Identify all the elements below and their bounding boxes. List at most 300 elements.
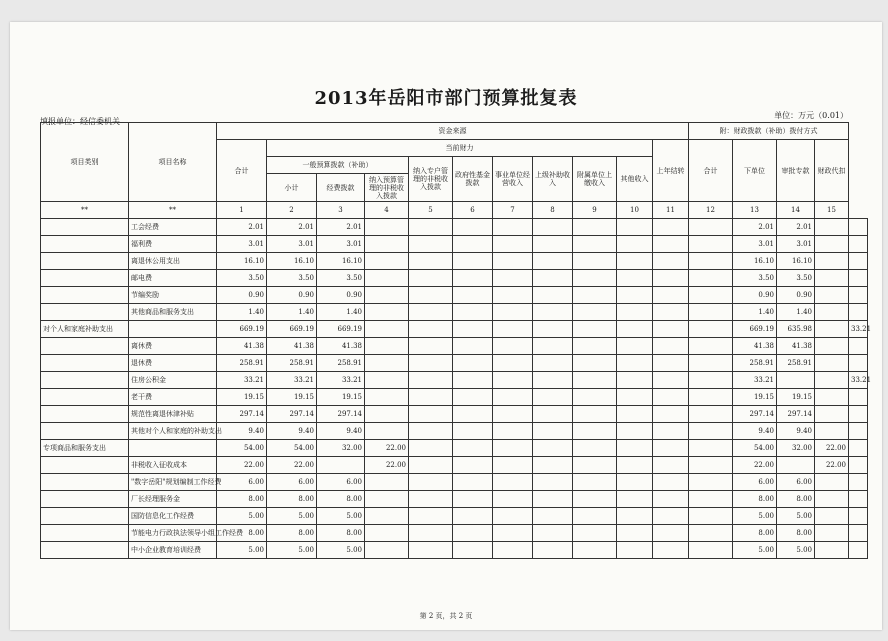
item-name-cell: 住房公积金 (129, 372, 217, 389)
value-cell (689, 440, 733, 457)
value-cell: 0.90 (777, 287, 815, 304)
value-cell: 3.50 (217, 270, 267, 287)
value-cell: 19.15 (267, 389, 317, 406)
value-cell (573, 270, 617, 287)
value-cell: 3.01 (317, 236, 365, 253)
value-cell (849, 440, 868, 457)
value-cell (849, 389, 868, 406)
value-cell (365, 423, 409, 440)
table-row (41, 219, 868, 236)
value-cell (849, 270, 868, 287)
page-title: 2013年岳阳市部门预算批复表 (314, 88, 578, 109)
value-cell (689, 525, 733, 542)
value-cell (653, 355, 689, 372)
value-cell (815, 423, 849, 440)
value-cell: 258.91 (267, 355, 317, 372)
value-cell: 41.38 (217, 338, 267, 355)
value-cell: 41.38 (733, 338, 777, 355)
value-cell: 41.38 (267, 338, 317, 355)
value-cell: 6.00 (733, 474, 777, 491)
value-cell: 16.10 (317, 253, 365, 270)
value-cell (815, 525, 849, 542)
value-cell: 16.10 (267, 253, 317, 270)
value-cell (617, 525, 653, 542)
column-index: ** (129, 202, 217, 219)
value-cell (689, 542, 733, 559)
table-row (41, 389, 868, 406)
value-cell (815, 372, 849, 389)
category-cell: 对个人和家庭补助支出 (41, 321, 129, 338)
value-cell: 33.21 (849, 321, 868, 338)
value-cell (815, 491, 849, 508)
value-cell (493, 219, 533, 236)
value-cell (453, 423, 493, 440)
value-cell (689, 304, 733, 321)
budget-table (40, 122, 872, 559)
value-cell (533, 372, 573, 389)
category-cell (41, 219, 129, 236)
column-index-row (41, 202, 868, 219)
value-cell (689, 321, 733, 338)
value-cell (653, 406, 689, 423)
value-cell (493, 355, 533, 372)
value-cell: 6.00 (217, 474, 267, 491)
value-cell (653, 372, 689, 389)
col-pay-total: 合计 (689, 140, 733, 202)
value-cell: 33.21 (733, 372, 777, 389)
value-cell: 258.91 (317, 355, 365, 372)
item-name-cell: 离退休公用支出 (129, 253, 217, 270)
column-index: 2 (267, 202, 317, 219)
value-cell (409, 287, 453, 304)
value-cell (815, 508, 849, 525)
value-cell (573, 304, 617, 321)
value-cell: 635.98 (777, 321, 815, 338)
value-cell (815, 321, 849, 338)
value-cell (617, 491, 653, 508)
table-row (41, 440, 868, 457)
value-cell (453, 525, 493, 542)
value-cell (453, 355, 493, 372)
value-cell (533, 253, 573, 270)
value-cell (815, 304, 849, 321)
value-cell: 41.38 (777, 338, 815, 355)
value-cell: 5.00 (267, 542, 317, 559)
value-cell (365, 406, 409, 423)
value-cell (365, 491, 409, 508)
value-cell (617, 236, 653, 253)
value-cell (849, 406, 868, 423)
value-cell (849, 355, 868, 372)
value-cell (653, 338, 689, 355)
value-cell: 2.01 (317, 219, 365, 236)
category-cell (41, 457, 129, 474)
value-cell (365, 304, 409, 321)
value-cell: 1.40 (267, 304, 317, 321)
value-cell (533, 406, 573, 423)
value-cell (573, 287, 617, 304)
value-cell (849, 491, 868, 508)
item-name-cell: 节编奖励 (129, 287, 217, 304)
value-cell: 9.40 (777, 423, 815, 440)
value-cell (453, 219, 493, 236)
value-cell (653, 219, 689, 236)
value-cell: 22.00 (365, 440, 409, 457)
value-cell: 8.00 (777, 525, 815, 542)
category-cell (41, 372, 129, 389)
value-cell (533, 287, 573, 304)
value-cell (365, 508, 409, 525)
value-cell (453, 508, 493, 525)
value-cell (409, 542, 453, 559)
col-total: 合计 (217, 140, 267, 202)
value-cell (365, 389, 409, 406)
value-cell (317, 457, 365, 474)
value-cell (689, 474, 733, 491)
reporting-unit: 填报单位：经信委机关 (40, 117, 120, 126)
value-cell (493, 389, 533, 406)
category-cell (41, 338, 129, 355)
value-cell: 6.00 (777, 474, 815, 491)
value-cell (689, 423, 733, 440)
value-cell (453, 474, 493, 491)
value-cell (533, 525, 573, 542)
value-cell (815, 270, 849, 287)
column-index: 14 (777, 202, 815, 219)
value-cell (815, 474, 849, 491)
value-cell: 5.00 (733, 508, 777, 525)
value-cell (617, 406, 653, 423)
value-cell (573, 474, 617, 491)
value-cell (365, 321, 409, 338)
value-cell (653, 321, 689, 338)
item-name-cell: 其他商品和服务支出 (129, 304, 217, 321)
value-cell (533, 508, 573, 525)
value-cell (573, 508, 617, 525)
table-row (41, 457, 868, 474)
value-cell (617, 440, 653, 457)
value-cell: 3.50 (733, 270, 777, 287)
value-cell (365, 219, 409, 236)
value-cell (815, 542, 849, 559)
value-cell (493, 253, 533, 270)
table-row (41, 338, 868, 355)
value-cell: 22.00 (733, 457, 777, 474)
item-name-cell (129, 440, 217, 457)
value-cell: 54.00 (733, 440, 777, 457)
value-cell (617, 287, 653, 304)
item-name-cell: 其他对个人和家庭的补助支出 (129, 423, 217, 440)
value-cell: 5.00 (317, 508, 365, 525)
value-cell (365, 372, 409, 389)
column-index: 1 (217, 202, 267, 219)
value-cell: 5.00 (777, 542, 815, 559)
value-cell (533, 304, 573, 321)
value-cell: 2.01 (217, 219, 267, 236)
value-cell (573, 372, 617, 389)
value-cell (493, 321, 533, 338)
value-cell: 22.00 (365, 457, 409, 474)
value-cell (689, 372, 733, 389)
value-cell (653, 457, 689, 474)
value-cell (365, 270, 409, 287)
value-cell: 33.21 (849, 372, 868, 389)
value-cell: 33.21 (317, 372, 365, 389)
col-subtotal: 小计 (267, 174, 317, 202)
value-cell: 3.01 (267, 236, 317, 253)
value-cell: 0.90 (733, 287, 777, 304)
item-name-cell: 规范性离退休津补贴 (129, 406, 217, 423)
value-cell: 0.90 (267, 287, 317, 304)
value-cell (653, 389, 689, 406)
value-cell: 0.90 (217, 287, 267, 304)
value-cell (453, 372, 493, 389)
table-row (41, 270, 868, 287)
value-cell (653, 440, 689, 457)
value-cell: 22.00 (815, 440, 849, 457)
value-cell (453, 253, 493, 270)
value-cell: 2.01 (267, 219, 317, 236)
value-cell (453, 406, 493, 423)
value-cell: 3.01 (217, 236, 267, 253)
item-name-cell: 节能电力行政执法领导小组工作经费 (129, 525, 217, 542)
column-index: ** (41, 202, 129, 219)
value-cell: 1.40 (317, 304, 365, 321)
table-row (41, 406, 868, 423)
value-cell (493, 270, 533, 287)
value-cell (533, 474, 573, 491)
value-cell (533, 219, 573, 236)
value-cell: 5.00 (217, 542, 267, 559)
value-cell (533, 440, 573, 457)
value-cell (453, 236, 493, 253)
value-cell (689, 508, 733, 525)
value-cell (573, 491, 617, 508)
item-name-cell: 工会经费 (129, 219, 217, 236)
value-cell (617, 219, 653, 236)
value-cell (453, 491, 493, 508)
value-cell (849, 508, 868, 525)
value-cell: 6.00 (317, 474, 365, 491)
col-nontax: 纳入预算管理的非税收入拨款 (365, 174, 409, 202)
value-cell (573, 321, 617, 338)
column-index: 12 (689, 202, 733, 219)
value-cell (453, 542, 493, 559)
value-cell (849, 474, 868, 491)
table-row (41, 525, 868, 542)
value-cell: 669.19 (317, 321, 365, 338)
category-cell (41, 287, 129, 304)
col-current-finance: 当前财力 (267, 140, 653, 157)
category-cell (41, 236, 129, 253)
column-index: 5 (409, 202, 453, 219)
value-cell: 8.00 (733, 525, 777, 542)
value-cell (617, 372, 653, 389)
value-cell (653, 270, 689, 287)
value-cell: 9.40 (317, 423, 365, 440)
col-carryover: 上年结转 (653, 140, 689, 202)
col-other-income: 其他收入 (617, 157, 653, 202)
value-cell (453, 270, 493, 287)
value-cell (365, 253, 409, 270)
value-cell (493, 474, 533, 491)
value-cell (689, 355, 733, 372)
value-cell (689, 270, 733, 287)
value-cell: 297.14 (317, 406, 365, 423)
value-cell: 3.50 (267, 270, 317, 287)
value-cell: 297.14 (217, 406, 267, 423)
value-cell (815, 355, 849, 372)
value-cell: 8.00 (217, 491, 267, 508)
value-cell (493, 304, 533, 321)
value-cell: 22.00 (815, 457, 849, 474)
value-cell: 19.15 (317, 389, 365, 406)
value-cell (493, 423, 533, 440)
value-cell (573, 338, 617, 355)
value-cell (409, 508, 453, 525)
value-cell: 5.00 (267, 508, 317, 525)
value-cell (849, 253, 868, 270)
table-row (41, 423, 868, 440)
col-payment-method: 附：财政拨款（补助）拨付方式 (689, 123, 849, 140)
value-cell: 8.00 (733, 491, 777, 508)
category-cell (41, 508, 129, 525)
value-cell (409, 423, 453, 440)
value-cell (365, 338, 409, 355)
category-cell (41, 270, 129, 287)
value-cell (493, 236, 533, 253)
value-cell (815, 389, 849, 406)
table-row (41, 491, 868, 508)
value-cell (453, 287, 493, 304)
value-cell (453, 440, 493, 457)
value-cell: 669.19 (733, 321, 777, 338)
value-cell (815, 287, 849, 304)
value-cell (533, 542, 573, 559)
value-cell (849, 338, 868, 355)
table-row (41, 321, 868, 338)
value-cell (617, 304, 653, 321)
value-cell (533, 457, 573, 474)
value-cell (493, 508, 533, 525)
value-cell (689, 406, 733, 423)
value-cell (573, 253, 617, 270)
value-cell (409, 338, 453, 355)
value-cell (365, 355, 409, 372)
column-index: 11 (653, 202, 689, 219)
value-cell (573, 389, 617, 406)
category-cell (41, 253, 129, 270)
value-cell: 5.00 (777, 508, 815, 525)
value-cell (365, 287, 409, 304)
table-row (41, 508, 868, 525)
table-row (41, 304, 868, 321)
value-cell: 41.38 (317, 338, 365, 355)
value-cell: 3.01 (733, 236, 777, 253)
value-cell (653, 287, 689, 304)
value-cell: 669.19 (267, 321, 317, 338)
value-cell (573, 406, 617, 423)
value-cell: 22.00 (217, 457, 267, 474)
col-approval: 审批专款 (777, 140, 815, 202)
value-cell (409, 440, 453, 457)
value-cell: 297.14 (267, 406, 317, 423)
item-name-cell: 邮电费 (129, 270, 217, 287)
value-cell: 8.00 (317, 491, 365, 508)
value-cell (849, 457, 868, 474)
value-cell: 8.00 (217, 525, 267, 542)
value-cell: 3.01 (777, 236, 815, 253)
column-index: 3 (317, 202, 365, 219)
value-cell (653, 253, 689, 270)
value-cell: 19.15 (217, 389, 267, 406)
value-cell (533, 491, 573, 508)
column-index: 4 (365, 202, 409, 219)
value-cell: 8.00 (267, 525, 317, 542)
item-name-cell (129, 321, 217, 338)
category-cell (41, 355, 129, 372)
value-cell: 19.15 (733, 389, 777, 406)
value-cell (365, 525, 409, 542)
value-cell: 3.50 (777, 270, 815, 287)
value-cell: 258.91 (733, 355, 777, 372)
currency-unit: 单位：万元（0.01） (774, 111, 848, 120)
value-cell (533, 321, 573, 338)
value-cell (815, 219, 849, 236)
col-name: 项目名称 (129, 123, 217, 202)
col-general-budget: 一般预算拨款（补助） (267, 157, 409, 174)
value-cell: 1.40 (777, 304, 815, 321)
value-cell (573, 219, 617, 236)
value-cell (653, 542, 689, 559)
value-cell (493, 525, 533, 542)
category-cell (41, 389, 129, 406)
value-cell: 8.00 (317, 525, 365, 542)
item-name-cell: 退休费 (129, 355, 217, 372)
value-cell (409, 270, 453, 287)
value-cell: 8.00 (267, 491, 317, 508)
value-cell: 3.50 (317, 270, 365, 287)
column-index: 9 (573, 202, 617, 219)
value-cell (617, 423, 653, 440)
value-cell: 2.01 (733, 219, 777, 236)
value-cell (815, 406, 849, 423)
category-cell (41, 304, 129, 321)
category-cell (41, 474, 129, 491)
value-cell (453, 457, 493, 474)
table-row (41, 474, 868, 491)
table-row (41, 372, 868, 389)
item-name-cell: 福利费 (129, 236, 217, 253)
value-cell (409, 304, 453, 321)
value-cell (653, 304, 689, 321)
item-name-cell: 厂长经理服务金 (129, 491, 217, 508)
value-cell (365, 236, 409, 253)
category-cell (41, 423, 129, 440)
value-cell: 0.90 (317, 287, 365, 304)
value-cell (617, 508, 653, 525)
value-cell: 32.00 (777, 440, 815, 457)
value-cell: 9.40 (217, 423, 267, 440)
value-cell: 54.00 (217, 440, 267, 457)
column-index: 10 (617, 202, 653, 219)
value-cell: 5.00 (733, 542, 777, 559)
value-cell (493, 338, 533, 355)
value-cell: 258.91 (777, 355, 815, 372)
value-cell (689, 457, 733, 474)
value-cell (493, 491, 533, 508)
value-cell: 32.00 (317, 440, 365, 457)
